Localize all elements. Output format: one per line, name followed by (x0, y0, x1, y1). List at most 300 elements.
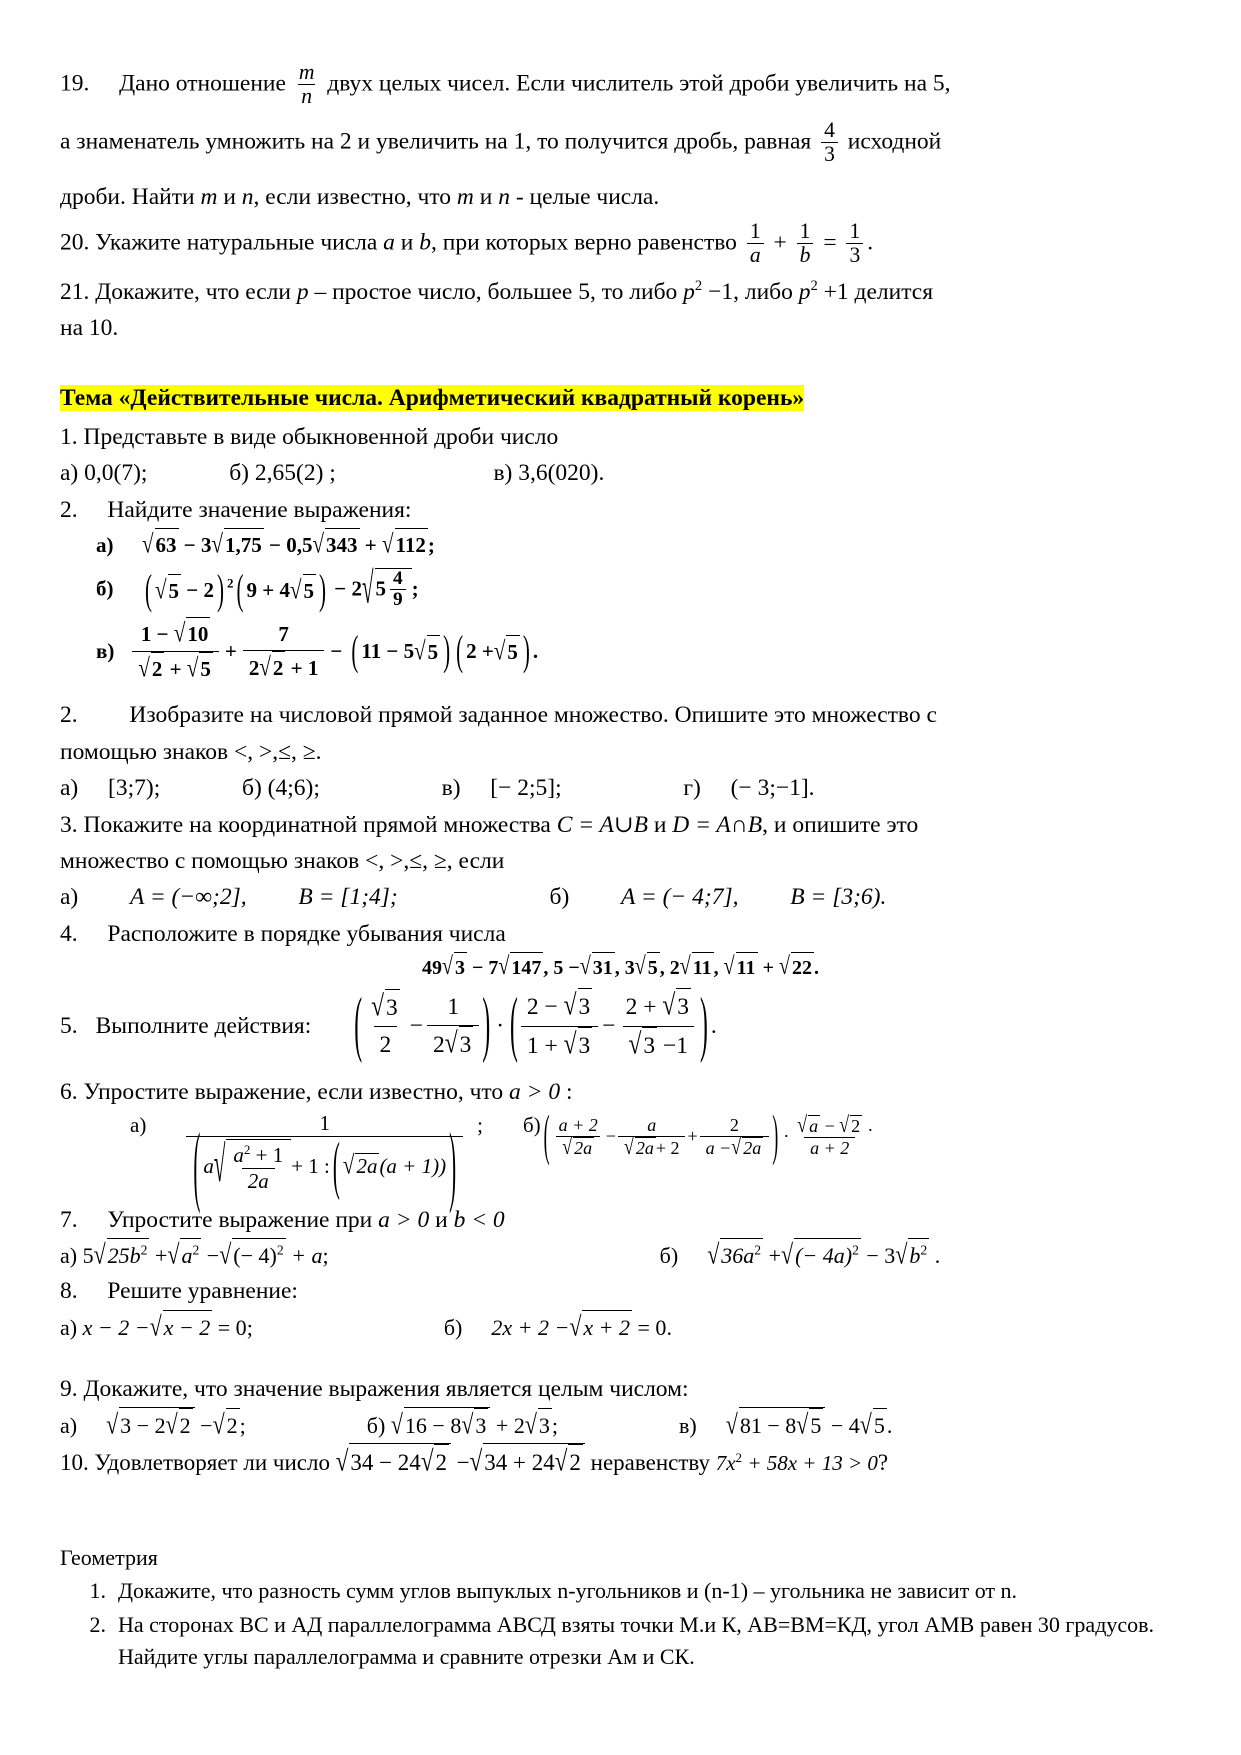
operator-equals: = (823, 229, 837, 256)
problem-19-text-2: двух целых чисел. Если числитель этой дроби увеличить на 5, (327, 70, 951, 97)
sqrt-3-outer: √3 (525, 1408, 552, 1443)
variable-a: a (203, 1153, 214, 1178)
item-v-label: в) (96, 639, 115, 664)
radicand: 3 (474, 1408, 488, 1443)
fraction-1-over-big-expression (186, 1110, 463, 1216)
problem-4-number: 4. (60, 920, 78, 947)
sqrt-5-b: √5 (290, 574, 316, 608)
problem-19-text-7: - целые числа. (515, 183, 660, 210)
operand: +1 (823, 278, 849, 305)
fraction-numerator: 1 (447, 993, 460, 1020)
conjunction: и (223, 183, 236, 210)
geometry-heading: Геометрия (60, 1544, 158, 1570)
variable: p (683, 278, 695, 305)
operand: + 2 (655, 1137, 680, 1158)
radicand: 2a (635, 1137, 654, 1158)
problem-9-items (60, 1407, 1181, 1443)
item-b-label: б) (366, 1413, 386, 1439)
sqrt-x-plus-2: √x + 2 (569, 1310, 632, 1345)
problem-3-statement: Покажите на координатной прямой множества (83, 811, 551, 838)
fraction-sqrt3-over-2 (365, 989, 406, 1064)
problem-1-text (60, 419, 1181, 455)
problem-20-text-2: , при которых верно равенство (431, 229, 737, 256)
radicand: a (809, 1115, 819, 1136)
coefficient: 2 (248, 656, 260, 681)
problem-21-text-2: – простое число, большее 5, то либо (314, 278, 678, 305)
sqrt-3-b: √3 (445, 1026, 474, 1063)
operator-minus-2: − (602, 1013, 616, 1039)
item-v-label: в) (441, 775, 461, 802)
sqrt-3-f: √3 (629, 1027, 658, 1064)
list-item (60, 1609, 1181, 1673)
radicand: 5 (647, 952, 660, 984)
terminator: ; (239, 1413, 246, 1439)
exponent: 2 (694, 277, 703, 294)
sqrt-1-75: √1,75 (212, 528, 264, 562)
problem-8-number: 8. (60, 1278, 78, 1305)
item-a-label: а) (60, 1314, 78, 1340)
problem-21-text-3: , либо (733, 278, 793, 305)
item-b-label: б) (96, 576, 114, 601)
radicand: 2 (179, 1408, 193, 1443)
item-b-label: б) (522, 1112, 541, 1137)
operator-minus-2: − 2 (334, 576, 362, 601)
radicand: 2 (151, 652, 165, 686)
sqrt-34-plus-24sqrt2: √34 + 24√2 (470, 1443, 585, 1481)
item-b-interval: (4;6); (267, 775, 320, 802)
operator-minus: − (330, 639, 343, 664)
sqrt-11-b: √ 11 (724, 952, 758, 984)
operand: , 5 − (543, 957, 580, 980)
radicand: 343 (325, 528, 360, 562)
terminator: . (666, 1314, 672, 1340)
fraction-m-over-n (296, 61, 318, 107)
radicand: 5 (303, 574, 317, 608)
problem-6-items (60, 1104, 1181, 1216)
sqrt-147: √ 147 (498, 952, 543, 984)
radicand: 2 (272, 651, 286, 685)
operator-multiply: · (496, 1013, 505, 1039)
fraction-numerator (791, 1111, 868, 1137)
problem-5-statement: Выполните действия: (95, 1013, 312, 1039)
condition-b-negative: b < 0 (453, 1206, 505, 1233)
paren-group-2: ( 9 + 4 √5 ) (236, 565, 327, 614)
operator-plus: + (773, 229, 787, 256)
operator-multiply: · (783, 1126, 790, 1147)
fraction-4-over-9 (390, 569, 406, 611)
fraction-1-over-3 (846, 220, 863, 266)
paren-group-1: ( √5 − 2 ) (145, 565, 224, 614)
radicand: 5 (168, 574, 182, 608)
fraction-numerator (521, 988, 598, 1025)
fraction-a-over-sqrt2a-plus-2 (618, 1115, 686, 1159)
item-a-label: а) (96, 533, 114, 558)
variable-n-2: n (498, 183, 510, 210)
fraction-denominator: 9 (390, 589, 406, 610)
problem-1-statement: Представьте в виде обыкновенной дроби число (83, 423, 559, 450)
fraction-a-plus-2-over-sqrt2a (553, 1115, 604, 1159)
problem-21-line-1 (60, 274, 1181, 310)
fraction-four-thirds (821, 119, 838, 165)
fraction-numerator: 4 (393, 567, 403, 589)
operand: , 2 (659, 957, 680, 980)
radicand: 3 (676, 988, 691, 1025)
operand: 11 − 5 (361, 639, 415, 664)
fraction-numerator: 1 (749, 219, 761, 244)
operand: 9 + 4 (246, 578, 290, 603)
sqrt-81-minus-8sqrt5: √81 − 8√5 (726, 1407, 826, 1443)
numerator-text: 1 − (140, 622, 169, 647)
problem-19-text-6: , если известно, что (253, 183, 452, 210)
item-v-label: в) (679, 1413, 697, 1439)
sqrt-34-minus-24sqrt2: √34 − 24√2 (336, 1443, 451, 1481)
fraction-numerator: 1 (799, 219, 811, 244)
sqrt-31: √ 31 (580, 952, 615, 984)
coefficient: 2 (432, 1032, 445, 1059)
item-v-interval: [− 2;5]; (490, 775, 562, 802)
problem-6-text (60, 1074, 1181, 1110)
radicand: 147 (510, 952, 543, 984)
sqrt-2-inner-2: √2 (555, 1444, 583, 1481)
fraction-denominator (427, 1025, 479, 1063)
radicand-text: 81 − 8 (739, 1413, 797, 1439)
operand: + 1 (290, 656, 319, 681)
radicand: 3 (459, 1026, 474, 1063)
radicand: 112 (395, 528, 428, 562)
denominator-text: −1 (663, 1032, 689, 1059)
operator-minus: − (269, 533, 281, 558)
problem-2a-text (60, 492, 1181, 528)
problem-2a-item-a (60, 528, 1181, 562)
fraction-denominator (243, 650, 325, 685)
numerator-text: 2 − (526, 994, 558, 1021)
fraction-sqrta-minus-sqrt2-over-a-plus-2 (791, 1111, 868, 1159)
problem-2b-text-2: помощью знаков (60, 738, 229, 765)
terminator: . (710, 1013, 717, 1039)
radicand: x − 2 (163, 1314, 211, 1340)
fraction-a2-plus-1-over-2a (227, 1142, 289, 1194)
denominator-text: a + 2 (810, 1137, 850, 1158)
sqrt-3-minus-2sqrt2: √3 − 2√2 (106, 1407, 195, 1443)
problem-2a-statement: Найдите значение выражения: (107, 496, 412, 523)
problem-21-text-1: Докажите, что если (95, 278, 291, 305)
fraction-denominator (556, 1133, 600, 1159)
problem-3-items (60, 879, 1181, 915)
fraction-denominator (132, 651, 219, 686)
problem-8-items (60, 1310, 1181, 1345)
exponent: 2 (920, 1242, 928, 1258)
radicand: 5 (199, 652, 213, 686)
sqrt-5-c: √5 (414, 635, 440, 669)
radicand: 3 (578, 1027, 593, 1064)
operator-minus: − (456, 1450, 470, 1476)
comparison-signs: <, >,≤, ≥ (233, 738, 316, 765)
problem-7-number: 7. (60, 1206, 78, 1233)
coefficient: 3 (201, 533, 212, 558)
topic-header-row (60, 380, 1181, 416)
numerator-text: a + 2 (558, 1114, 598, 1135)
fraction-denominator: 2a (247, 1168, 269, 1193)
conjunction-2: и (479, 183, 493, 210)
numerator-text: a (647, 1114, 657, 1135)
denominator-text: a − (705, 1137, 732, 1158)
radicand: 1,75 (224, 528, 264, 562)
sqrt-2: √ 2 (839, 1111, 861, 1137)
operator-minus: − (409, 1013, 423, 1039)
terminator: . (813, 957, 819, 980)
radicand: 2a (574, 1137, 593, 1158)
problem-9-number: 9. (60, 1375, 78, 1402)
item-b-set-B: B = [3;6). (790, 884, 887, 911)
item-a-interval: [3;7); (108, 775, 161, 802)
sqrt-2-inner: √2 (166, 1408, 193, 1443)
radicand: 2 (851, 1115, 861, 1136)
inequality-right: + 58x + 13 > 0 (747, 1451, 878, 1476)
problem-2a-item-b (60, 562, 1181, 614)
sqrt-22: √ 22 (779, 952, 814, 984)
fraction-denominator: 3 (846, 243, 863, 267)
problem-3-text-3: множество с помощью знаков (60, 848, 360, 875)
problem-4-statement: Расположите в порядке убывания числа (107, 920, 506, 947)
radicand: 36a (721, 1242, 755, 1268)
equation-right: = 0 (217, 1314, 247, 1340)
coefficient: 49 (422, 957, 443, 980)
problem-3-text-2: , и опишите это (762, 811, 919, 838)
fraction-denominator: 2 (374, 1026, 398, 1063)
sqrt-2a: √2a (342, 1149, 378, 1180)
radicand: 3 (385, 989, 400, 1026)
problem-2b-line-1 (60, 697, 1181, 733)
operand: (a + 1)) (379, 1153, 447, 1178)
list-item (60, 1575, 1181, 1607)
sqrt-10: √10 (174, 617, 211, 651)
variable-a: a (383, 229, 395, 256)
problem-5 (60, 985, 1181, 1066)
set-D-definition: D = A∩B (672, 811, 763, 838)
variable: a (233, 1142, 244, 1167)
operator-minus-2: − (824, 1115, 835, 1136)
sqrt-fraction: √ $\frac{a^2 + 1}{2a}$ (214, 1139, 291, 1194)
problem-19-line-1 (60, 62, 1181, 108)
problem-19-text-4: исходной (847, 129, 942, 155)
geometry-item-text: На сторонах ВС и АД параллелограмма АВСД взяты точки М.и К, АВ=ВМ=КД, угол АМВ равен 30 градусов. Найдите углы параллелограмма и сравните отрезки Ам и СК. (118, 1611, 1155, 1669)
item-b-label: б) (549, 884, 570, 911)
problem-21-text-4: делится (854, 278, 934, 305)
item-b-value: 2,65(2) ; (254, 460, 336, 487)
fraction-1-minus-sqrt10-over (132, 617, 219, 685)
problem-9-text (60, 1371, 1181, 1407)
period: . (867, 229, 874, 256)
fraction-denominator (623, 1026, 695, 1064)
exponent: 2 (754, 1242, 762, 1258)
fraction-denominator: 3 (821, 142, 838, 166)
sqrt-3-c: √3 (564, 988, 593, 1025)
problem-10-number: 10. (60, 1450, 89, 1476)
problem-10 (60, 1443, 1181, 1481)
geometry-title (60, 1541, 1181, 1575)
item-a-label: а) (130, 1112, 147, 1137)
problem-20-text-1: Укажите натуральные числа (95, 229, 378, 256)
problem-2b-number: 2. (60, 702, 78, 729)
radicand: 31 (592, 952, 615, 984)
fraction-denominator (700, 1133, 770, 1159)
problem-6-statement: Упростите выражение, если известно, что (83, 1079, 504, 1106)
operand: 2 + (466, 639, 494, 664)
sqrt-3-inner: √3 (461, 1408, 488, 1443)
operator-plus: + (762, 957, 774, 980)
problem-20-number: 20. (60, 229, 90, 256)
fraction-numerator (553, 1115, 604, 1136)
problem-4-text (60, 916, 1181, 952)
set-C-definition: C = A∪B (556, 811, 648, 838)
terminator: . (934, 1242, 941, 1268)
exponent: 2 (810, 277, 818, 294)
exponent: 2 (227, 575, 234, 591)
problem-8-text (60, 1273, 1181, 1309)
sqrt-2-b: √2 (259, 651, 285, 685)
comma: , (713, 957, 719, 980)
geometry-item-number: 2. (89, 1611, 106, 1637)
radicand: 25b (107, 1242, 141, 1268)
operand: −1 (708, 278, 734, 305)
geometry-problem-list (60, 1575, 1181, 1673)
item-b-label: б) (241, 775, 262, 802)
sqrt-5: √5 (187, 652, 213, 686)
condition-a-positive: a > 0 (508, 1079, 561, 1106)
item-v-label: в) (493, 460, 513, 487)
problem-21-number: 21. (60, 278, 90, 305)
terminator: . (886, 1413, 893, 1439)
sqrt-3-e: √3 (662, 988, 691, 1025)
problem-5-number: 5. (60, 1013, 78, 1039)
condition-a-positive: a > 0 (378, 1206, 430, 1233)
question-mark: ? (877, 1450, 889, 1476)
paren-group-3: ( 11 − 5 √5 ) (351, 626, 451, 675)
radicand: x + 2 (583, 1314, 631, 1340)
terminator: ; (246, 1314, 253, 1340)
operand: , 3 (614, 957, 635, 980)
operator-plus: + (364, 533, 377, 558)
operator-minus: − (605, 1126, 616, 1147)
radicand: (− 4a) (795, 1242, 853, 1268)
terminator: ; (427, 533, 435, 558)
sqrt-16-minus-8sqrt3: √16 − 8√3 (391, 1407, 491, 1443)
sqrt-25b2: $√25b^2$ (94, 1238, 150, 1273)
fraction-numerator: 4 (824, 118, 835, 143)
sqrt-2a-1: √ 2a (562, 1133, 593, 1159)
terminator: ; (411, 576, 419, 601)
geometry-item-text: Докажите, что разность сумм углов выпуклых n-угольников и (n-1) – угольника не зависит от n. (118, 1577, 1018, 1603)
sqrt-2: √2 (138, 652, 164, 686)
radicand: 5 (873, 1408, 887, 1443)
fraction-2-over-a-minus-sqrt2a (700, 1115, 770, 1159)
fraction-numerator: 1 (849, 219, 861, 244)
numerator-text: 2 + (625, 994, 657, 1021)
operator-plus: + 2 (495, 1413, 525, 1439)
problem-19-line-3 (60, 179, 1181, 215)
problem-19-text-5: дроби. Найти (60, 183, 195, 210)
problem-7-items (60, 1238, 1181, 1273)
fraction-numerator: 2 (729, 1114, 739, 1135)
sqrt-5: √ 5 (635, 952, 660, 984)
radicand: 63 (155, 528, 179, 562)
variable-n: n (241, 183, 254, 210)
problem-6-number: 6. (60, 1079, 78, 1106)
radicand-text: 34 − 24 (350, 1450, 421, 1476)
fraction-denominator (804, 1137, 855, 1159)
sqrt-112: √112 (382, 528, 428, 562)
radicand: 3 (538, 1408, 552, 1443)
problem-19-text-1: Дано отношение (119, 70, 286, 97)
inequality-left: 7x (715, 1451, 736, 1476)
terminator: ; (322, 1242, 329, 1268)
fraction-numerator: m (298, 60, 315, 84)
sqrt-a: √ a (797, 1111, 819, 1137)
item-a-label: а) (60, 460, 79, 487)
fraction-denominator: n (301, 83, 313, 108)
item-g-interval: (− 3;−1]. (730, 775, 815, 802)
item-v-value: 3,6(020). (518, 460, 605, 487)
sqrt-3: √3 (371, 989, 400, 1026)
operand: + a (291, 1242, 323, 1268)
fraction-denominator (618, 1133, 686, 1159)
fraction-1-over-b (797, 220, 814, 266)
exponent: 2 (276, 1242, 284, 1258)
fraction-2-plus-sqrt3-over-sqrt3-minus-1 (620, 988, 697, 1064)
radicand: 11 (736, 952, 758, 984)
item-b-label: б) (229, 460, 249, 487)
item-a-label: а) (60, 1242, 78, 1268)
radicand: 10 (186, 617, 210, 651)
inequality (716, 1451, 878, 1475)
sqrt-b2: $√b^2$ (895, 1238, 929, 1273)
problem-19-line-2 (60, 120, 1181, 166)
problem-3-line-2 (60, 843, 1181, 879)
problem-2b-line-2 (60, 734, 1181, 770)
item-a-label: а) (60, 884, 79, 911)
sqrt-5-inner: √5 (796, 1408, 823, 1443)
sqrt-minus4a-squared: √(− 4a)$^2$ (781, 1238, 861, 1273)
radicand: a (181, 1242, 193, 1268)
colon: : (565, 1079, 573, 1106)
problem-19-number: 19. (60, 70, 90, 97)
conjunction: и (653, 811, 667, 838)
problem-1-number: 1. (60, 423, 78, 450)
problem-7-statement: Упростите выражение при (107, 1206, 373, 1233)
item-a-label: а) (60, 1413, 78, 1439)
denominator-text: 1 + (526, 1032, 558, 1059)
exponent: 2 (735, 1450, 743, 1466)
sqrt-11: √ 11 (680, 952, 714, 984)
item-a-set-A: A = (−∞;2], (130, 884, 247, 911)
period: . (315, 738, 322, 765)
sqrt-minus4-squared: √(− 4)$^2$ (219, 1238, 285, 1273)
operator-plus: + (169, 656, 182, 681)
problem-10-text-2: неравенству (590, 1450, 710, 1476)
item-b-label: б) (659, 1242, 679, 1268)
problem-1-items (60, 455, 1181, 491)
operator-plus-2: + (224, 639, 237, 664)
operand: + 1 : (291, 1153, 330, 1178)
item-b-label: б) (443, 1314, 463, 1340)
sqrt-mixed-5-4-9: √5 $\frac{4}{9}$ (362, 568, 412, 612)
semicolon: ; (477, 1112, 483, 1137)
item-g-label: г) (683, 775, 701, 802)
item-a-value: 0,0(7); (84, 460, 148, 487)
paren-group-left: ( $\frac{√3}{2}$ − $\frac{1}{2√3}$ ) (354, 985, 491, 1066)
fraction-numerator: 1 (319, 1110, 330, 1135)
fraction-denominator (186, 1112, 463, 1216)
